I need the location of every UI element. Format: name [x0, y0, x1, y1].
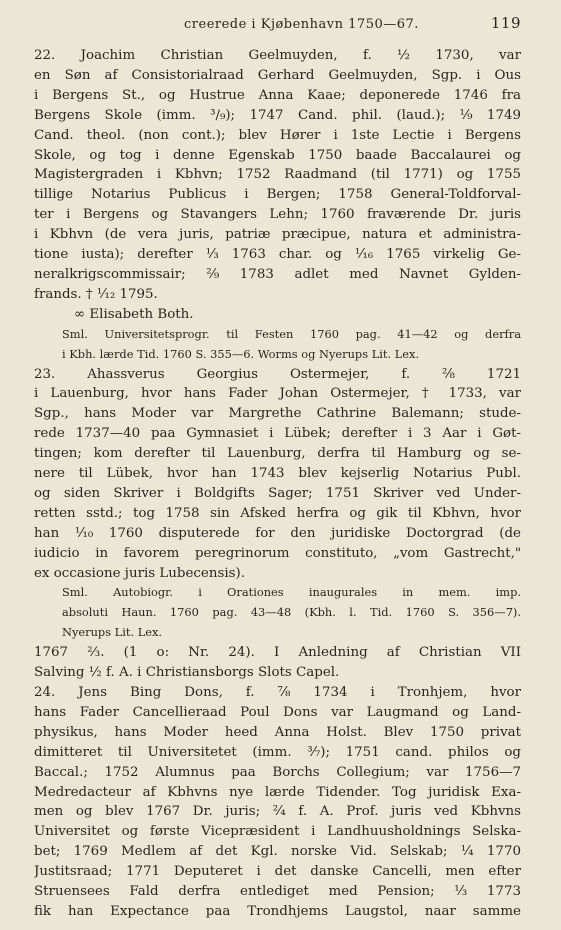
text-line: fik han Expectance paa Trondhjems Laugstol, naar samme	[34, 903, 521, 919]
page-number: 119	[490, 14, 521, 32]
text-line: Medredacteur af Kbhvns nye lærde Tidender. Tog juridisk Exa-	[34, 784, 521, 800]
text-line: 22. Joachim Christian Geelmuyden, f. ½ 1730, var	[34, 48, 521, 63]
text-line: 1767 ⅔. (1 o: Nr. 24). I Anledning af Christian VII	[34, 645, 521, 661]
text-line: Justitsraad; 1771 Deputeret i det danske Cancelli, men efter	[34, 864, 521, 880]
text-line: physikus, hans Moder heed Anna Holst. Blev 1750 privat	[34, 724, 521, 740]
text-line: i Kbh. lærde Tid. 1760 S. 355—6. Worms og Nyerups Lit. Lex.	[62, 346, 420, 361]
text-line: tingen; kom derefter til Lauenburg, derfra til Hamburg og se-	[34, 446, 521, 462]
text-line: Sgp., hans Moder var Margrethe Cathrine Balemann; stude-	[34, 406, 521, 422]
text-line: 24. Jens Bing Dons, f. ⅞ 1734 i Tronhjem, hvor	[34, 685, 521, 700]
running-head	[184, 14, 521, 32]
text-line: i Bergens St., og Hustrue Anna Kaae; deponerede 1746 fra	[34, 87, 521, 103]
text-line: dimitteret til Universitetet (imm. ³⁄₇); 1751 cand. philos og	[34, 744, 521, 760]
text-line: men og blev 1767 Dr. juris; ²⁄₄ f. A. Prof. juris ved Kbhvns	[34, 804, 521, 820]
text-line: Struensees Fald derfra entlediget med Pension; ¹⁄₃ 1773	[34, 884, 521, 900]
text-line: hans Fader Cancellieraad Poul Dons var Laugmand og Land-	[34, 704, 521, 720]
text-line: ∞ Elisabeth Both.	[74, 306, 194, 322]
text-line: Sml. Universitetsprogr. til Festen 1760 pag. 41—42 og derfra	[62, 326, 521, 341]
text-line: absoluti Haun. 1760 pag. 43—48 (Kbh. l. Tid. 1760 S. 356—7).	[62, 605, 521, 620]
text-line: Baccal.; 1752 Alumnus paa Borchs Collegium; var 1756—7	[34, 764, 521, 780]
text-line: ex occasione juris Lubecensis).	[34, 565, 245, 581]
text-line: Skole, og tog i denne Egenskab 1750 baade Baccalaurei og	[34, 147, 521, 163]
running-head-title: creerede i Kjøbenhavn 1750—67.	[184, 17, 419, 32]
body-text	[34, 46, 521, 922]
text-line: nere til Lübek, hvor han 1743 blev kejserlig Notarius Publ.	[34, 466, 521, 482]
text-line: Nyerups Lit. Lex.	[62, 625, 163, 640]
text-line: i Lauenburg, hvor hans Fader Johan Ostermejer, † 1733, var	[34, 386, 521, 402]
text-line: Sml. Autobiogr. i Orationes inaugurales in mem. imp.	[62, 585, 521, 600]
text-line: og siden Skriver i Boldgifts Sager; 1751 Skriver ved Under-	[34, 485, 521, 501]
text-line: en Søn af Consistorialraad Gerhard Geelmuyden, Sgp. i Ous	[34, 67, 521, 83]
text-line: Universitet og første Vicepræsident i Landhuusholdnings Selska-	[34, 824, 521, 840]
text-line: Bergens Skole (imm. ³/₉); 1747 Cand. phil. (laud.); ¹⁄₉ 1749	[34, 107, 521, 123]
text-line: 23. Ahassverus Georgius Ostermejer, f. ²⁄₈ 1721	[34, 366, 521, 382]
text-line: Cand. theol. (non cont.); blev Hører i 1ste Lectie i Bergens	[34, 127, 521, 143]
text-line: iudicio in favorem peregrinorum constituto, „vom Gastrecht,"	[34, 545, 521, 561]
text-line: ter i Bergens og Stavangers Lehn; 1760 fraværende Dr. juris	[34, 207, 521, 223]
text-line: bet; 1769 Medlem af det Kgl. norske Vid. Selskab; ¹⁄₄ 1770	[34, 844, 521, 860]
text-line: tione iusta); derefter ¹⁄₃ 1763 char. og ¹⁄₁₆ 1765 virkelig Ge-	[34, 247, 521, 263]
text-line: neralkrigscommissair; ²⁄₉ 1783 adlet med Navnet Gylden-	[34, 266, 521, 282]
text-line: tillige Notarius Publicus i Bergen; 1758 General-Toldforval-	[34, 187, 521, 203]
text-line: retten sstd.; tog 1758 sin Afsked herfra og gik til Kbhvn, hvor	[34, 505, 521, 521]
text-line: Magistergraden i Kbhvn; 1752 Raadmand (til 1771) og 1755	[34, 167, 521, 183]
text-line: Salving ½ f. A. i Christiansborgs Slots Capel.	[34, 665, 340, 681]
text-line: rede 1737—40 paa Gymnasiet i Lübek; derefter i 3 Aar i Gøt-	[34, 426, 521, 442]
text-line: frands. † ¹⁄₁₂ 1795.	[34, 286, 158, 302]
text-line: han ¹⁄₁₀ 1760 disputerede for den juridiske Doctorgrad (de	[34, 525, 521, 541]
text-line: i Kbhvn (de vera juris, patriæ præcipue, natura et administra-	[34, 227, 521, 243]
